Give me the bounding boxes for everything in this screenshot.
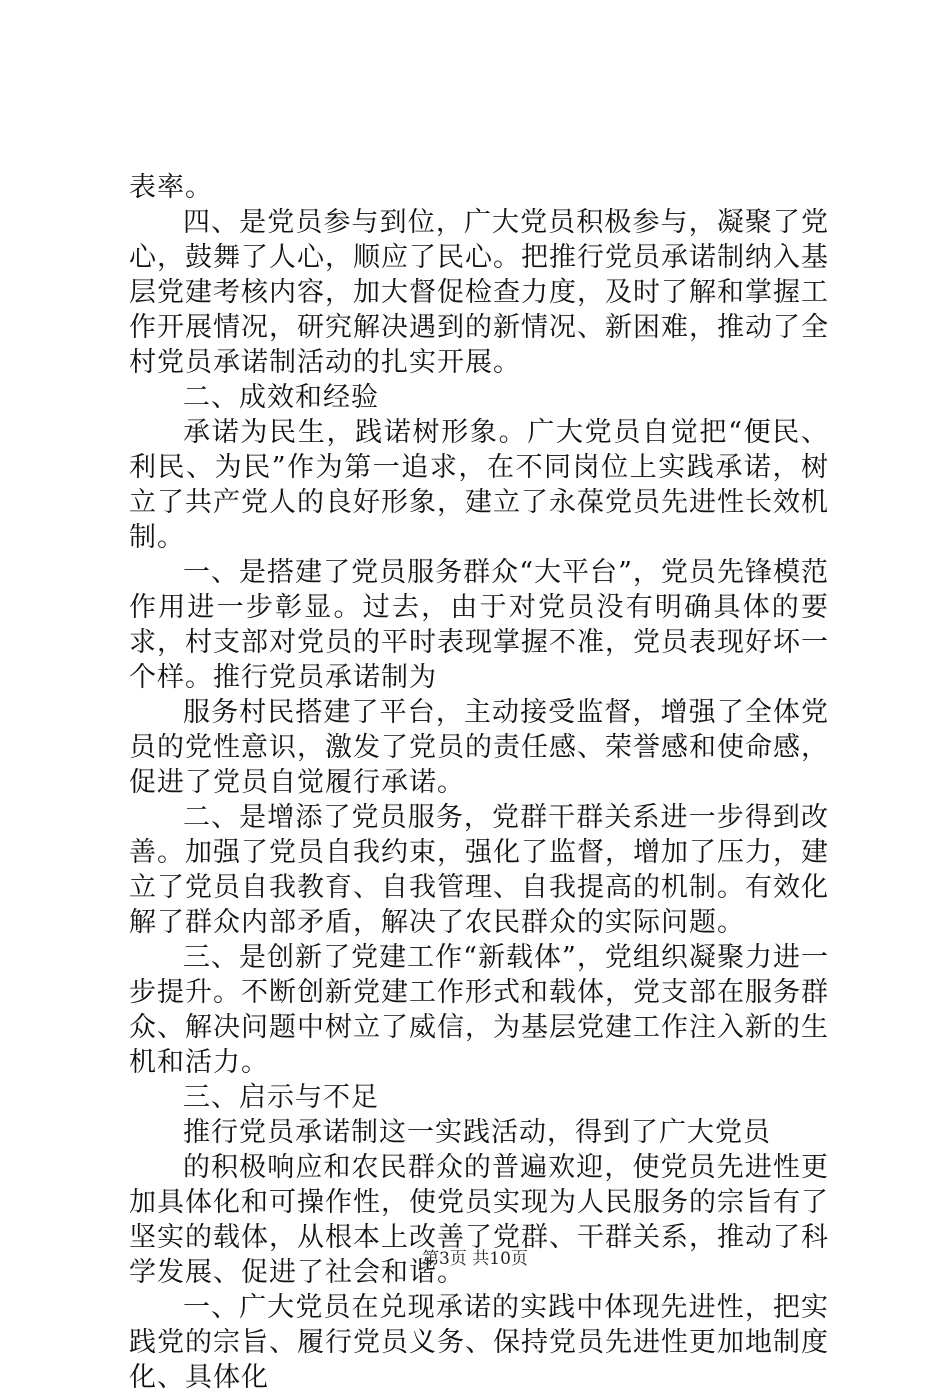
paragraph-2: 四、是党员参与到位，广大党员积极参与，凝聚了党心，鼓舞了人心，顺应了民心。把推行党员承诺制纳入基层党建考核内容，加大督促检查力度，及时了解和掌握工作开展情况，研究解决遇到的新情况、新困难，推动了全村党员承诺制活动的扎实开展。 xyxy=(129,207,829,378)
paragraph-5: 服务村民搭建了平台，主动接受监督，增强了全体党员的党性意识，激发了党员的责任感、荣誉感和使命感，促进了党员自觉履行承诺。 xyxy=(129,697,829,798)
document-body xyxy=(129,170,829,1395)
paragraph-3: 承诺为民生，践诺树形象。广大党员自觉把“便民、利民、为民”作为第一追求，在不同岗位上实践承诺，树立了共产党人的良好形象，建立了永葆党员先进性长效机制。 xyxy=(129,417,829,553)
section-heading-insights: 三、启示与不足 xyxy=(183,1082,379,1113)
paragraph-8: 推行党员承诺制这一实践活动，得到了广大党员 xyxy=(183,1117,771,1148)
paragraph-4: 一、是搭建了党员服务群众“大平台”，党员先锋模范作用进一步彰显。过去，由于对党员没有明确具体的要求，村支部对党员的平时表现掌握不准，党员表现好坏一个样。推行党员承诺制为 xyxy=(129,557,829,693)
section-heading-results: 二、成效和经验 xyxy=(183,382,379,413)
paragraph-9: 的积极响应和农民群众的普遍欢迎，使党员先进性更加具体化和可操作性，使党员实现为人民服务的宗旨有了坚实的载体，从根本上改善了党群、干群关系，推动了科学发展、促进了社会和谐。 xyxy=(129,1152,829,1288)
paragraph-1: 表率。 xyxy=(129,172,213,203)
page-footer: 第3页 共10页 xyxy=(422,1249,528,1269)
paragraph-10: 一、广大党员在兑现承诺的实践中体现先进性，把实践党的宗旨、履行党员义务、保持党员先进性更加地制度化、具体化 xyxy=(129,1292,829,1393)
paragraph-6: 二、是增添了党员服务，党群干群关系进一步得到改善。加强了党员自我约束，强化了监督，增加了压力，建立了党员自我教育、自我管理、自我提高的机制。有效化解了群众内部矛盾，解决了农民群众的实际问题。 xyxy=(129,802,829,938)
paragraph-7: 三、是创新了党建工作“新载体”，党组织凝聚力进一步提升。不断创新党建工作形式和载体，党支部在服务群众、解决问题中树立了威信，为基层党建工作注入新的生机和活力。 xyxy=(129,942,829,1078)
